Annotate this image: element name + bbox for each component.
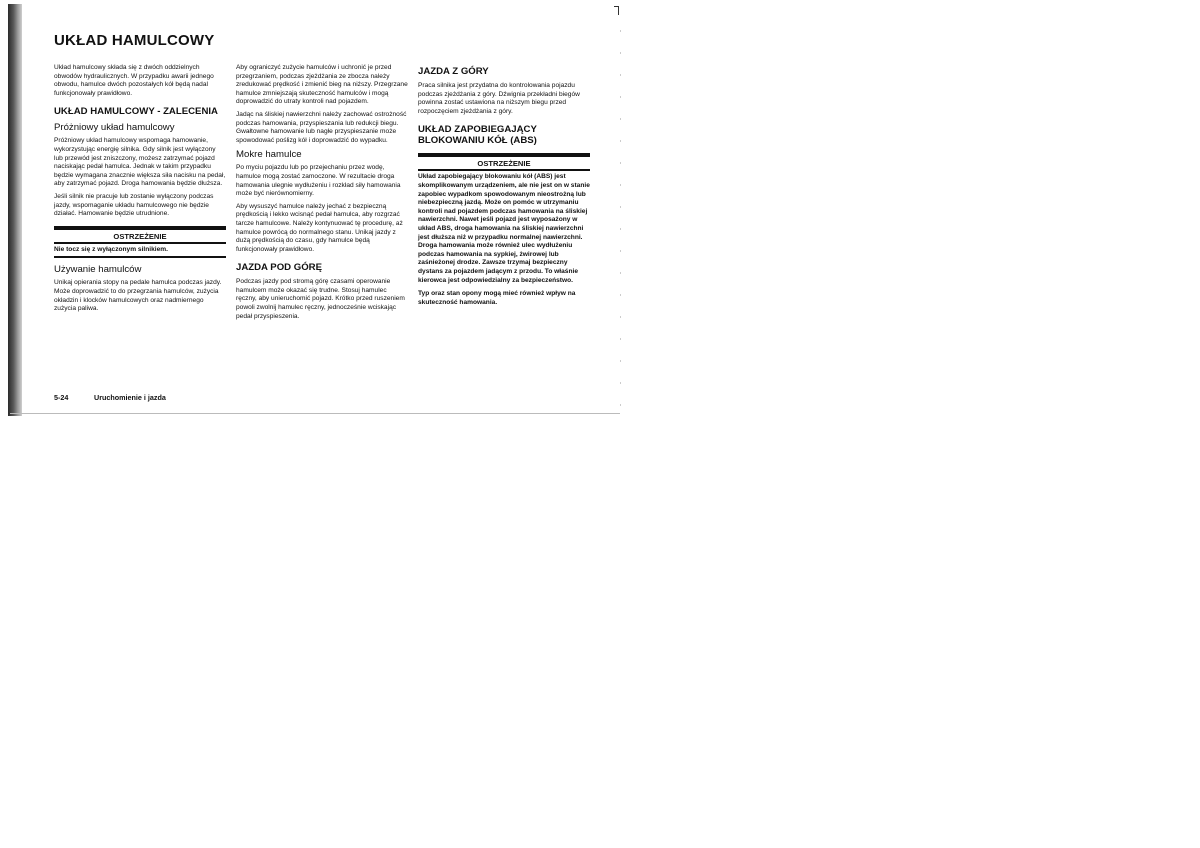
column-2 (236, 64, 408, 325)
tyre-warning-text: Typ oraz stan opony mogą mieć również wpływ na skuteczność hamowania. (418, 290, 576, 306)
book-spine-shadow (8, 4, 22, 416)
column-1 (54, 64, 226, 318)
downhill-paragraph: Praca silnika jest przydatna do kontrolowania pojazdu podczas zjeżdżania z góry. Dźwignia przekładni biegów powinna zostać ustawiona na niższym biegu przed rozpoczęciem zjeżdżania z góry. (418, 82, 580, 115)
warning-title: OSTRZEŻENIE (477, 159, 531, 169)
section-heading-downhill: JAZDA Z GÓRY (418, 66, 489, 77)
warning-box (54, 226, 226, 259)
subheading-vacuum-brakes: Próżniowy układ hamulcowy (54, 122, 175, 134)
overheat-paragraph: Aby ograniczyć zużycie hamulców i uchronić je przed przegrzaniem, podczas zjeżdżania ze zbocza należy zredukować prędkość i zmienić bieg na niższy. Przegrzane hamulce zmniejszają skuteczność hamulców i mogą doprowadzić do utraty kontroli nad pojazdem. (236, 64, 408, 106)
warning-title: OSTRZEŻENIE (113, 231, 167, 241)
warning-text: Nie tocz się z wyłączonym silnikiem. (54, 245, 168, 253)
page-right-edge (620, 30, 621, 410)
subheading-using-brakes: Używanie hamulców (54, 264, 142, 276)
page-footer (54, 393, 166, 402)
page-bottom-edge (10, 413, 620, 414)
page-title: UKŁAD HAMULCOWY (54, 32, 215, 49)
wet-brakes-paragraph-1: Po myciu pojazdu lub po przejechaniu przez wodę, hamulce mogą zostać zamoczone. W rezultacie droga hamowania ulegnie wydłużeniu i rozkład siły hamowania może być nierównomierny. (236, 164, 401, 198)
vacuum-paragraph-1: Próżniowy układ hamulcowy wspomaga hamowanie, wykorzystując energię silnika. Gdy silnik jest wyłączony lub przewód jest zniszczony, możesz zatrzymać pojazd naciskając pedał hamulca. Jednak w takim przypadku będzie wymagana znacznie większa siła nacisku na pedał, aby zatrzymać pojazd. Droga hamowania będzie dłuższa. (54, 137, 226, 188)
section-name: Uruchomienie i jazda (94, 393, 166, 402)
crop-mark (618, 6, 619, 15)
abs-warning-box (418, 153, 590, 307)
vacuum-paragraph-2: Jeśli silnik nie pracuje lub zostanie wyłączony podczas jazdy, wspomaganie układu hamulcowego nie będzie działać. Hamowanie będzie utrudnione. (54, 192, 214, 218)
slippery-paragraph: Jadąc na śliskiej nawierzchni należy zachować ostrożność podczas hamowania, przyspieszania lub redukcji biegu. Gwałtowne hamowanie lub nagłe przyspieszanie może spowodować poślizg kół i doprowadzić do wypadku. (236, 110, 407, 144)
abs-warning-text: Układ zapobiegający blokowaniu kół (ABS) jest skomplikowanym urządzeniem, ale nie jest on w stanie zapobiec wypadkom spowodowanym nieostrożną lub niebezpieczną jazdą. Może on pomóc w utrzymaniu kontroli nad pojazdem podczas hamowania na śliskiej nawierzchni. Nawet jeśli pojazd jest wyposażony w układ ABS, droga hamowania na śliskiej nawierzchni jest dłuższa niż w przypadku normalnej nawierzchni. Droga hamowania może również ulec wydłużeniu podczas hamowania na sypkiej, żwirowej lub zaśnieżonej drodze. Zawsze trzymaj bezpieczny dystans za pojazdem jadącym z przodu. To właśnie kierowca jest odpowiedzialny za bezpieczeństwo. (418, 173, 590, 284)
using-brakes-paragraph: Unikaj opierania stopy na pedale hamulca podczas jazdy. Może doprowadzić to do przegrzania hamulców, zużycia okładzin i klocków hamulcowych oraz nadmiernego zużycia paliwa. (54, 279, 222, 313)
page-number: 5-24 (54, 393, 69, 402)
section-heading-recommendations: UKŁAD HAMULCOWY - ZALECENIA (54, 106, 218, 118)
uphill-paragraph: Podczas jazdy pod stromą górę czasami operowanie hamulcem może okazać się trudne. Stosuj hamulec ręczny, aby unieruchomić pojazd. Krótko przed ruszeniem powoli zwolnij hamulec ręczny, jednocześnie wciskając pedał przyspieszenia. (236, 278, 405, 320)
section-heading-uphill: JAZDA POD GÓRĘ (236, 262, 322, 274)
intro-paragraph: Układ hamulcowy składa się z dwóch oddzielnych obwodów hydraulicznych. W przypadku awarii jednego obwodu, hamulce dwóch pozostałych kół będą nadal funkcjonowały prawidłowo. (54, 64, 214, 97)
section-heading-abs: UKŁAD ZAPOBIEGAJĄCY BLOKOWANIU KÓŁ (ABS) (418, 124, 537, 147)
column-3 (418, 66, 590, 313)
warning-bottom-rule (54, 256, 226, 258)
wet-brakes-paragraph-2: Aby wysuszyć hamulce należy jechać z bezpieczną prędkością i lekko wcisnąć pedał hamulca, aby rozgrzać tarcze hamulcowe. Należy kontynuować tę procedurę, aż hamulce powrócą do normalnego stanu. Unikaj jazdy z dużą prędkością do czasu, gdy hamulce będą funkcjonowały prawidłowo. (236, 202, 403, 253)
subheading-wet-brakes: Mokre hamulce (236, 149, 302, 161)
